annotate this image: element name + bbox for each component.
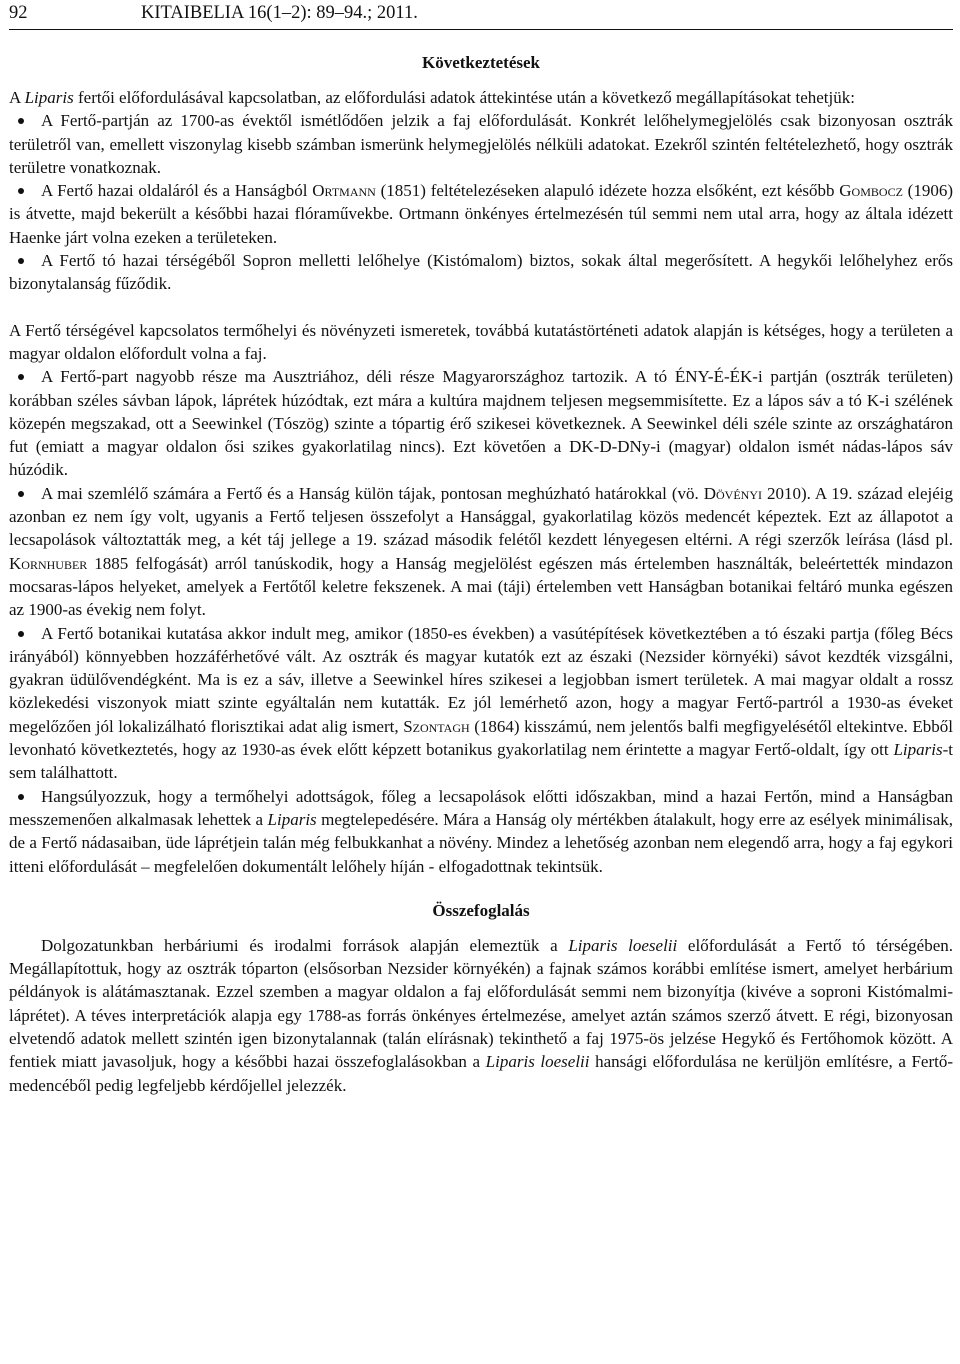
running-header [9,3,953,30]
bullet-icon [18,118,24,124]
conclusion-list-2 [9,365,953,878]
author-name: Szontagh [403,716,470,736]
bullet-icon [18,491,24,497]
author-name: Dövényi [703,483,762,503]
bullet-icon [18,631,24,637]
list-item: A Fertő hazai oldaláról és a Hanságból Ortmann (1851) feltételezéseken alapuló idézete hozza elsőként, ezt később Gombocz (1906) is átvette, majd bekerült a későbbi hazai flóraművekbe. Ortmann önkényes értelmezésén túl semmi nem utal arra, hogy az általa idézett Haenke járt volna ezeken a területeken. [9,181,953,247]
summary-paragraph: Dolgozatunkban herbáriumi és irodalmi források alapján elemeztük a Liparis loeselii előfordulását a Fertő tó térségében. Megállapítottuk, hogy az osztrák tóparton (elsősorban Nezsider környékén) a fajnak számos korábbi említése ismert, amelyet herbárium példányok is alátámasztanak. Ezzel szemben a magyar oldalon a faj előfordulását semmi nem bizonyítja (kivéve a soproni Kistómalmi-láprétet). A téves interpretációk alapja egy 1788-as forrás önkényes értelmezése, amelyet aztán számos szerző átvett. E régi, bizonyosan elvetendő adatok mellett szintén igen bizonytalannak (talán elírásnak) tekinthető a faj 1975-ös jelzése Hegykő és Fertőhomok között. A fentiek miatt javasoljuk, hogy a későbbi hazai összefoglalásokban a Liparis loeselii hansági előfordulása ne kerüljön említésre, a Fertő-medencéből pedig legfeljebb kérdőjellel jelezzék. [9,935,954,1095]
list-item: A Fertő-partján az 1700-as évektől ismétlődően jelzik a faj előfordulását. Konkrét lelőhelymegjelölés csak bizonyosan osztrák területről van, emellett viszonylag kisebb számban ismerünk helymegjelölés nélküli adatokat. Ezekről szintén feltételezhető, hogy osztrák területre vonatkoznak. [9,111,953,177]
taxon-name: Liparis [893,740,943,760]
taxon-name: Liparis loeselii [568,935,678,955]
list-item: A mai szemlélő számára a Fertő és a Hanság külön tájak, pontosan meghúzható határokkal (vö. Dövényi 2010). A 19. század elejéig azonban ez nem így volt, ugyanis a Fertő teljesen összefolyt a Hansággal, gyakorlatilag közös medencét képeztek. Ezt az állapotot a lecsapolások változtatták meg, a két táj jellege a 19. század második felétől kezdett lényegesen eltérni. A régi szerzők leírása (lásd pl. Kornhuber 1885 felfogását) arról tanúskodik, hogy a Hanság megjelölést egészen más értelemben használták, beleértették mindazon mocsaras-lápos helyeket, amelyek a Fertőtől keletre fekszenek. A mai (táji) értelemben vett Hanságban botanikai feltáró munka egészen az 1900-as évekig nem folyt. [9,483,954,620]
section-title-summary: Összefoglalás [432,900,530,920]
list-item: Hangsúlyozzuk, hogy a termőhelyi adottságok, főleg a lecsapolások előtti időszakban, mind a hazai Fertőn, mind a Hanságban messzemenően alkalmasak lehettek a Liparis megtelepedésére. Mára a Hanság oly mértékben átalakult, hogy erre az esélyek minimálisak, de a Fertő nádasaiban, üde láprétjein talán még felbukkanhat a növény. Mindez a lehetőség azonban nem elegendő arra, hogy a faj egykori itteni előfordulását – megfelelően dokumentált lelőhely híján - elfogadottnak tekintsük. [9,786,953,876]
section-title-conclusions: Következtetések [421,53,540,72]
taxon-name: Liparis [267,809,317,829]
taxon-name: Liparis [24,88,74,107]
author-name: Gombocz [839,181,903,201]
intro-paragraph: A Liparis fertői előfordulásával kapcsolatban, az előfordulási adatok áttekintése után a következő megállapításokat tehetjük: [9,88,855,107]
bullet-icon [18,188,24,194]
journal-citation: KITAIBELIA 16(1–2): 89–94.; 2011. [141,3,418,23]
conclusion-list-1 [9,109,953,295]
bullet-icon [18,258,24,264]
page-number: 92 [9,3,28,23]
author-name: Kornhuber [9,553,88,573]
paragraph: A Fertő térségével kapcsolatos termőhelyi és növényzeti ismeretek, továbbá kutatástörténeti adatok alapján is kétséges, hogy a területen a magyar oldalon előfordult volna a faj. [9,320,953,363]
list-item: A Fertő botanikai kutatása akkor indult meg, amikor (1850-es években) a vasútépítések következtében a tó északi partja (főleg Bécs irányából) könnyebben hozzáférhetővé vált. Az osztrák és magyar kutatók ezt az északi (Nezsider környéki) sávot kezdték vizsgálni, gyakran üdülővendégként. Ma is ez a sáv, illetve a Seewinkel híres szikesei a legjobban ismert területek. A mai magyar oldalt a rossz közlekedési viszonyok miatt szinte egyáltalán nem kutatták. Ez jól lemérhető azon, hogy a magyar Fertő-partról a 1930-as éveket megelőzően jól lokalizálható florisztikai adat alig ismert, Szontagh (1864) kisszámú, nem jelentős balfi megfigyelésétől eltekintve. Ebből levonható következtetés, hogy az 1930-as évek előtt képzett botanikus gyakorlatilag nem érintette a magyar Fertő-oldalt, így ott Liparis-t sem találhattott. [9,623,953,783]
author-name: Ortmann [312,181,376,201]
taxon-name: Liparis loeselii [485,1052,590,1072]
bullet-icon [18,374,24,380]
page [9,0,953,1097]
list-item: A Fertő-part nagyobb része ma Ausztriához, déli része Magyarországhoz tartozik. A tó ÉNY-É-ÉK-i partján (osztrák területen) korábban széles sávban lápok, láprétek húzódtak, ezt mára a kultúra majdnem teljesen megsemmisítette. Ez a lápos sáv a tó K-i szélének közepén megszakad, ott a Seewinkel (Tószög) szinte a tópartig érő szikesei következnek. A Seewinkel déli széle szinte az országhatáron fut (emiatt a magyar oldalon ősi szikes gyakorlatilag nincs). Ezt követően a DK-D-DNy-i (magyar) oldalon ismét nádas-lápos sáv húzódik. [9,367,953,480]
list-item: A Fertő tó hazai térségéből Sopron melletti lelőhelye (Kistómalom) biztos, sokak által megerősített. A hegykői lelőhelyhez erős bizonytalanság fűződik. [9,251,953,294]
bullet-icon [18,794,24,800]
